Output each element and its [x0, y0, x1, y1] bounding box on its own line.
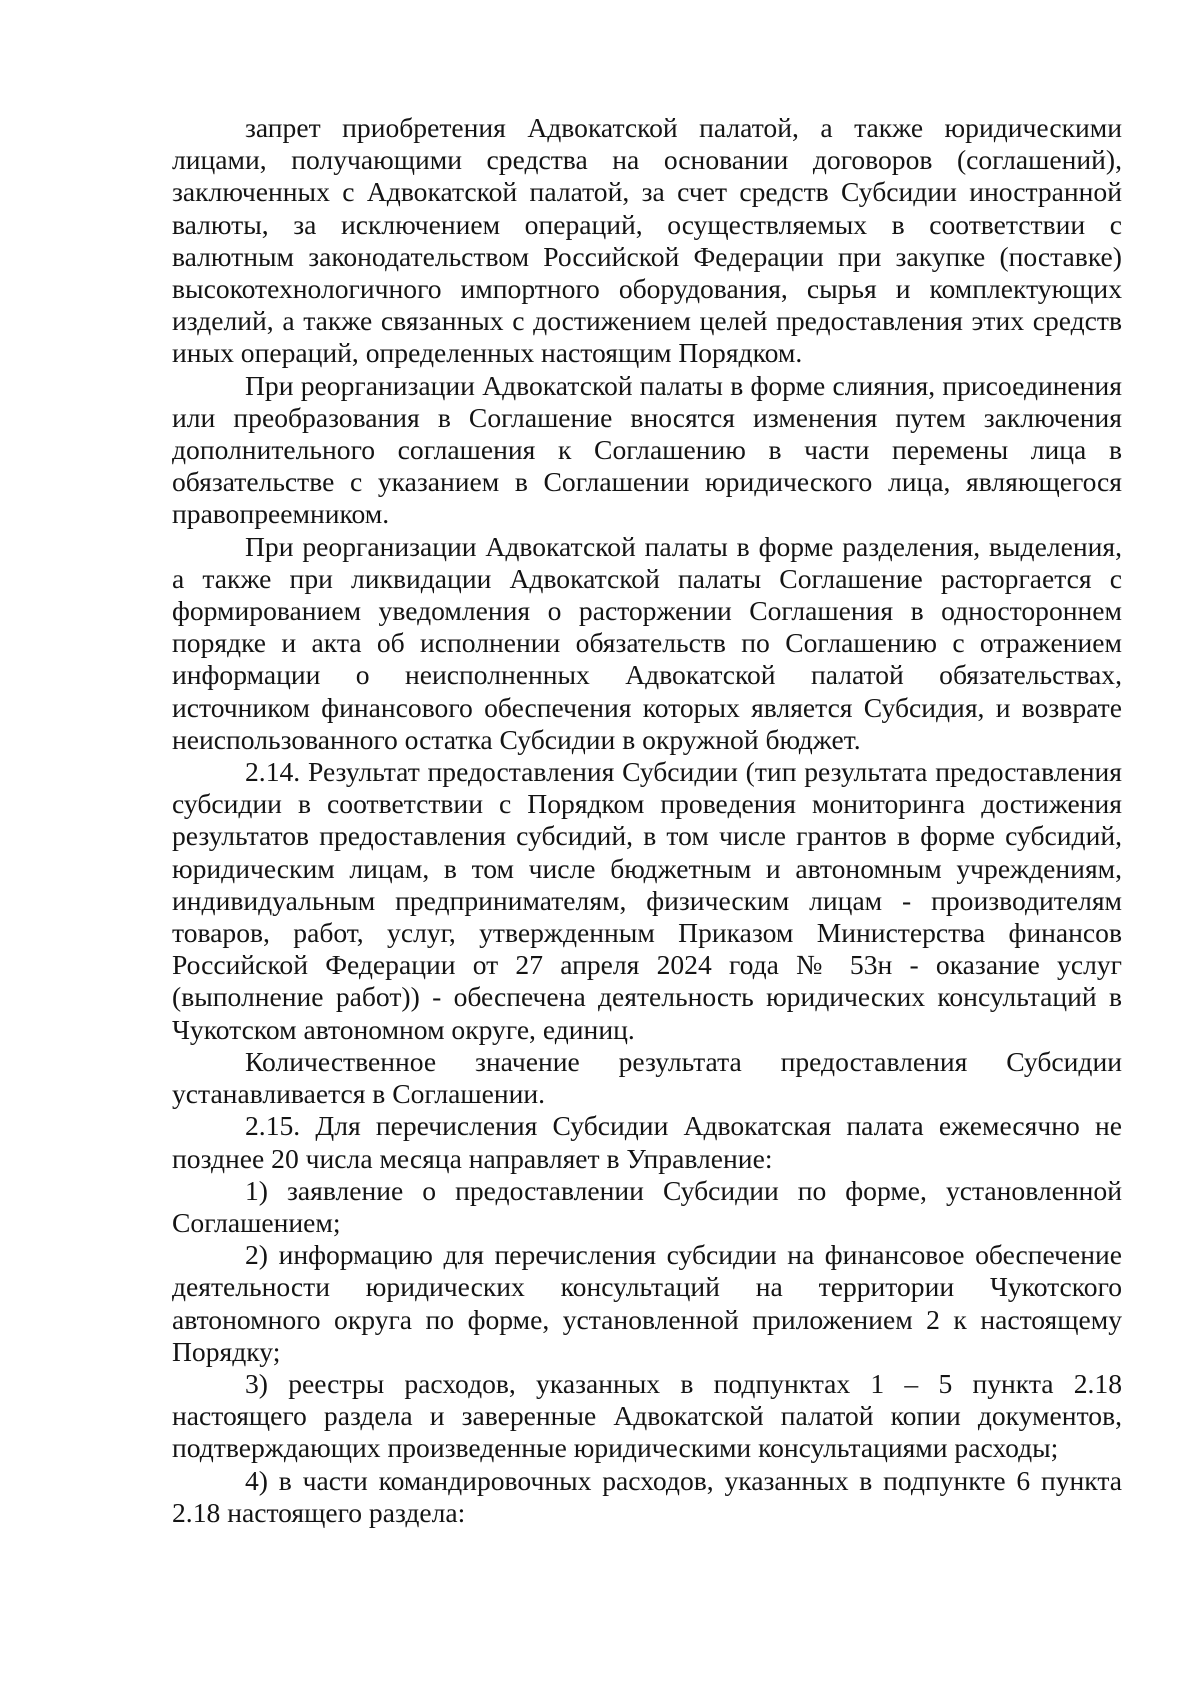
list-item-3-expense-registers: 3) реестры расходов, указанных в подпунктах 1 – 5 пункта 2.18 настоящего раздела и заверенные Адвокатской палатой копии документов, подтверждающих произведенные юридическими консультациями расходы;	[172, 1367, 1122, 1464]
paragraph-reorganization-division: При реорганизации Адвокатской палаты в форме разделения, выделения, а также при ликвидации Адвокатской палаты Соглашение расторгается с формированием уведомления о расторжении Соглашения в одностороннем порядке и акта об исполнении обязательств по Соглашению с отражением информации о неисполненных Адвокатской палатой обязательствах, источником финансового обеспечения которых является Субсидия, и возврате неиспользованного остатка Субсидии в окружной бюджет.	[172, 530, 1122, 755]
paragraph-quantitative-value: Количественное значение результата предоставления Субсидии устанавливается в Соглашении.	[172, 1045, 1122, 1110]
document-body	[172, 112, 1122, 1529]
paragraph-currency-ban: запрет приобретения Адвокатской палатой, а также юридическими лицами, получающими средства на основании договоров (соглашений), заключенных с Адвокатской палатой, за счет средств Субсидии иностранной валюты, за исключением операций, осуществляемых в соответствии с валютным законодательством Российской Федерации при закупке (поставке) высокотехнологичного импортного оборудования, сырья и комплектующих изделий, а также связанных с достижением целей предоставления этих средств иных операций, определенных настоящим Порядком.	[172, 112, 1122, 369]
list-item-1-application: 1) заявление о предоставлении Субсидии по форме, установленной Соглашением;	[172, 1174, 1122, 1238]
paragraph-reorganization-merger: При реорганизации Адвокатской палаты в форме слияния, присоединения или преобразования в Соглашение вносятся изменения путем заключения дополнительного соглашения к Соглашению в части перемены лица в обязательстве с указанием в Соглашении юридического лица, являющегося правопреемником.	[172, 369, 1122, 530]
paragraph-2-14-result: 2.14. Результат предоставления Субсидии (тип результата предоставления субсидии в соответствии с Порядком проведения мониторинга достижения результатов предоставления субсидий, в том числе грантов в форме субсидий, юридическим лицам, в том числе бюджетным и автономным учреждениям, индивидуальным предпринимателям, физическим лицам - производителям товаров, работ, услуг, утвержденным Приказом Министерства финансов Российской Федерации от 27 апреля 2024 года № 53н - оказание услуг (выполнение работ)) - обеспечена деятельность юридических консультаций в Чукотском автономном округе, единиц.	[172, 756, 1122, 1045]
list-item-4-travel-expenses: 4) в части командировочных расходов, указанных в подпункте 6 пункта 2.18 настоящего раздела:	[172, 1464, 1122, 1528]
paragraph-2-15-transfer: 2.15. Для перечисления Субсидии Адвокатская палата ежемесячно не позднее 20 числа месяца направляет в Управление:	[172, 1110, 1122, 1174]
list-item-2-information: 2) информацию для перечисления субсидии на финансовое обеспечение деятельности юридических консультаций на территории Чукотского автономного округа по форме, установленной приложением 2 к настоящему Порядку;	[172, 1239, 1122, 1367]
